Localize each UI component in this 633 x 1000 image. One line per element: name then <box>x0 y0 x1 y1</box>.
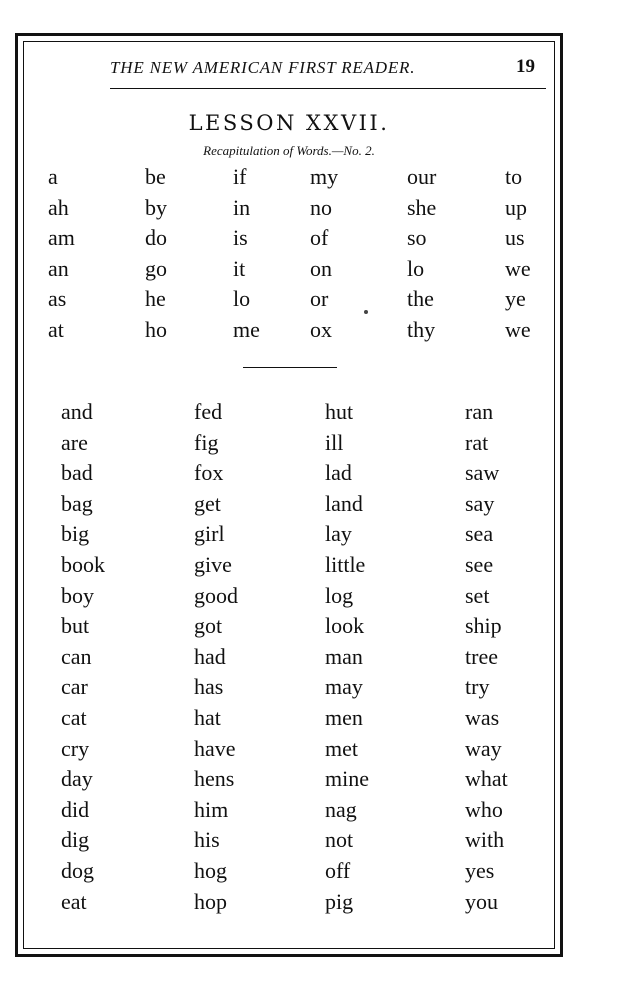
word: dig <box>61 827 90 853</box>
word: see <box>465 552 494 577</box>
word: lo <box>233 286 251 312</box>
word: our <box>407 164 437 189</box>
word: fig <box>194 429 219 455</box>
word: if <box>233 164 247 189</box>
header-rule <box>110 88 546 89</box>
word: she <box>407 194 437 220</box>
word: in <box>233 194 251 220</box>
word: his <box>194 827 220 853</box>
word: fed <box>194 399 223 424</box>
word: book <box>61 552 105 577</box>
word: fox <box>194 460 224 486</box>
word: my <box>310 164 339 189</box>
word: got <box>194 613 223 639</box>
word: cat <box>61 705 87 730</box>
word: good <box>194 582 238 608</box>
word: saw <box>465 460 500 486</box>
word: ill <box>325 429 344 455</box>
word: pig <box>325 888 354 914</box>
word: not <box>325 827 354 853</box>
word: yes <box>465 858 495 883</box>
word: hog <box>194 858 227 883</box>
word: look <box>325 613 365 639</box>
section-divider <box>243 367 337 368</box>
word: of <box>310 225 329 251</box>
word: hens <box>194 766 235 792</box>
word: big <box>61 521 90 547</box>
word: day <box>61 766 93 792</box>
word: am <box>48 225 75 251</box>
word: rat <box>465 429 489 455</box>
word: did <box>61 796 90 822</box>
word: set <box>465 582 490 608</box>
word: me <box>233 317 260 342</box>
word: log <box>325 582 354 608</box>
word: ran <box>465 399 494 424</box>
word: bag <box>61 490 93 516</box>
word: men <box>325 705 363 730</box>
word: hut <box>325 399 354 424</box>
word: up <box>505 194 527 220</box>
word: met <box>325 735 358 761</box>
word: give <box>194 552 232 577</box>
running-head-title: THE NEW AMERICAN FIRST READER. <box>110 58 416 77</box>
word: lad <box>325 460 352 486</box>
word: have <box>194 735 236 761</box>
word: ah <box>48 194 69 220</box>
word: boy <box>61 582 94 608</box>
word: man <box>325 643 363 669</box>
word: is <box>233 225 248 251</box>
print-speck <box>364 310 368 314</box>
word: a <box>48 164 58 189</box>
word: are <box>61 429 88 455</box>
word: what <box>465 766 508 792</box>
word: sea <box>465 521 494 547</box>
word: mine <box>325 766 369 792</box>
word: lo <box>407 255 425 281</box>
lesson-subtitle: Recapitulation of Words.—No. 2. <box>203 143 375 158</box>
word: at <box>48 317 64 342</box>
word: us <box>505 225 525 251</box>
word: it <box>233 255 246 281</box>
word: as <box>48 286 67 312</box>
word: by <box>145 194 167 220</box>
word: ship <box>465 613 502 639</box>
word: say <box>465 490 495 516</box>
word: land <box>325 490 363 516</box>
lesson-title: LESSON XXVII. <box>188 111 390 135</box>
word: hop <box>194 888 227 914</box>
page-number: 19 <box>516 56 535 77</box>
word: hat <box>194 705 221 730</box>
word: get <box>194 490 221 516</box>
word: you <box>465 888 498 914</box>
word: thy <box>407 317 436 342</box>
word: car <box>61 674 88 700</box>
word: may <box>325 674 363 700</box>
word: tree <box>465 643 498 669</box>
word: ye <box>505 286 526 312</box>
word: nag <box>325 796 357 822</box>
word: little <box>325 552 366 577</box>
word: go <box>145 255 167 281</box>
word: has <box>194 674 224 700</box>
word: girl <box>194 521 225 547</box>
word: and <box>61 399 93 424</box>
word: him <box>194 796 229 822</box>
word: dog <box>61 858 94 883</box>
word: try <box>465 674 490 700</box>
word: be <box>145 164 166 189</box>
word: but <box>61 613 90 639</box>
word: do <box>145 225 167 251</box>
word: way <box>465 735 502 761</box>
word: on <box>310 255 332 281</box>
word: with <box>465 827 505 853</box>
word: off <box>325 858 351 883</box>
word: we <box>505 255 531 281</box>
word: ox <box>310 317 332 342</box>
word: no <box>310 194 332 220</box>
word: the <box>407 286 434 312</box>
word: an <box>48 255 69 281</box>
word: he <box>145 286 166 312</box>
word: ho <box>145 317 167 342</box>
word: bad <box>61 460 93 486</box>
word: who <box>465 796 503 822</box>
word: or <box>310 286 329 312</box>
word: lay <box>325 521 352 547</box>
word: to <box>505 164 523 189</box>
word: can <box>61 643 92 669</box>
word: cry <box>61 735 90 761</box>
word: had <box>194 643 226 669</box>
word: so <box>407 225 427 251</box>
word: was <box>465 705 500 730</box>
word: eat <box>61 888 87 914</box>
word: we <box>505 317 531 342</box>
